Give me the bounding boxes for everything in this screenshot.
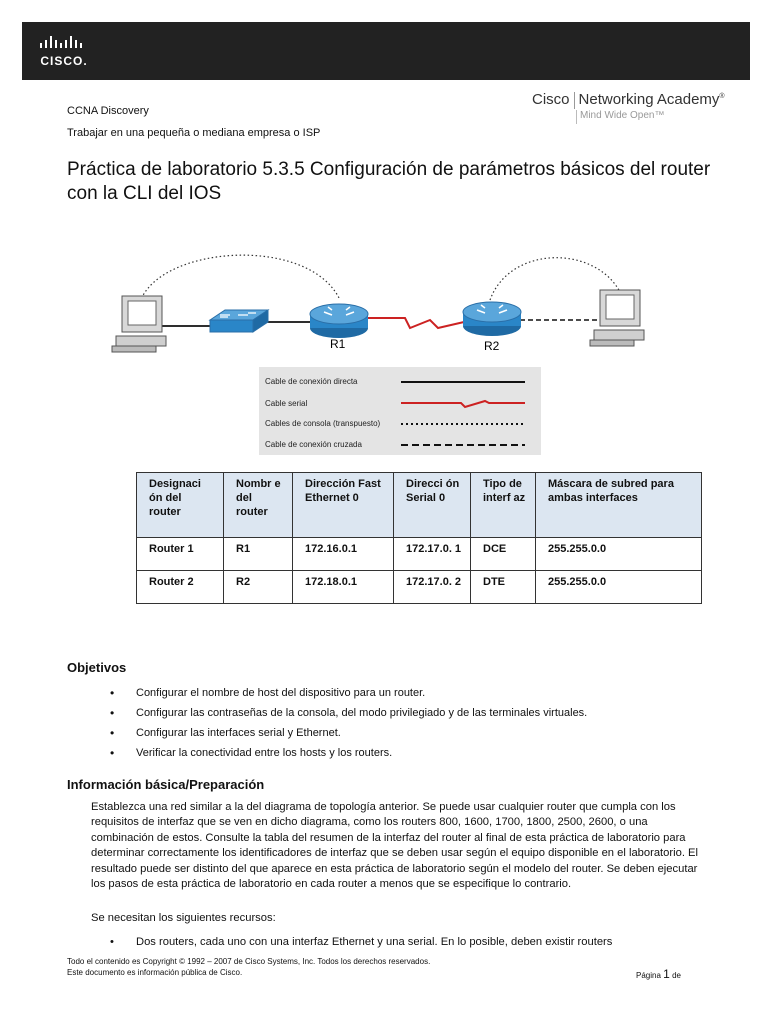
col-subnet-mask: Máscara de subred para ambas interfaces: [536, 473, 702, 538]
page-number: Página 1 de: [636, 967, 681, 981]
switch-icon: [210, 310, 268, 332]
col-serial: Direcci ón Serial 0: [394, 473, 471, 538]
console-cable-r1: [140, 255, 340, 302]
pc1-icon: [112, 296, 166, 352]
logo-word: CISCO.: [40, 54, 88, 68]
cell: 172.17.0. 1: [394, 538, 471, 571]
objectives-heading: Objetivos: [67, 660, 127, 675]
table-header-row: [137, 473, 702, 538]
list-item: • Configurar las interfaces serial y Ethernet.: [110, 723, 587, 743]
legend-crossover: Cable de conexión cruzada: [265, 440, 362, 449]
cell: 172.17.0. 2: [394, 571, 471, 604]
cell: DCE: [471, 538, 536, 571]
academy-brand: Cisco Networking Academy®: [532, 91, 725, 108]
col-fast-ethernet: Dirección Fast Ethernet 0: [293, 473, 394, 538]
copyright-text: Todo el contenido es Copyright © 1992 – 2007 de Cisco Systems, Inc. Todos los derechos reservados.: [67, 957, 431, 966]
r2-label: R2: [484, 339, 500, 353]
legend-console-line: [401, 419, 525, 429]
networking-academy-logo: [532, 91, 725, 121]
cell: 172.18.0.1: [293, 571, 394, 604]
list-item: • Verificar la conectividad entre los hosts y los routers.: [110, 743, 587, 763]
cell: 255.255.0.0: [536, 571, 702, 604]
table-row: [137, 571, 702, 604]
list-item: • Configurar el nombre de host del dispositivo para un router.: [110, 683, 587, 703]
table-row: [137, 538, 702, 571]
col-router-name: Nombr e del router: [224, 473, 293, 538]
cisco-banner: [22, 22, 750, 80]
cell: R2: [224, 571, 293, 604]
objectives-list: [110, 683, 587, 763]
cell: Router 1: [137, 538, 224, 571]
footer: [67, 956, 430, 978]
legend-straight-line: [401, 377, 525, 387]
pc2-icon: [590, 290, 644, 346]
course-subtitle: Trabajar en una pequeña o mediana empresa o ISP: [67, 127, 321, 139]
col-interface-type: Tipo de interf az: [471, 473, 536, 538]
background-paragraph: Establezca una red similar a la del diagrama de topología anterior. Se puede usar cualquier router que cumpla con los requisitos de interfaz que se ven en dicho diagrama, como los routers 800, 1600, 1700, 1800, 2500, 2600, o una combinación de estos. Consulte la tabla del resumen de la interfaz del router al final de esta práctica de laboratorio para determinar correctamente los identificadores de interfaz que se deben usar según el equipo disponible en el laboratorio. El resultado puede ser distinto del que aparece en esta práctica de laboratorio según el modelo del router. Se deben ejecutar los pasos de esta práctica de laboratorio en cada router a menos que se especifique lo contrario.: [91, 801, 698, 891]
cisco-logo: [38, 36, 102, 70]
academy-tagline: Mind Wide Open™: [580, 109, 665, 121]
legend-serial: Cable serial: [265, 399, 308, 408]
router-r1-icon: [310, 304, 368, 338]
cell: R1: [224, 538, 293, 571]
cisco-bridge-icon: [38, 36, 90, 52]
legend-console: Cables de consola (transpuesto): [265, 419, 381, 428]
col-designation: Designaci ón del router: [137, 473, 224, 538]
public-info-text: Este documento es información pública de Cisco.: [67, 968, 243, 977]
list-item: • Configurar las contraseñas de la consola, del modo privilegiado y de las terminales virtuales.: [110, 703, 587, 723]
cell: 255.255.0.0: [536, 538, 702, 571]
cell: Router 2: [137, 571, 224, 604]
legend-straight: Cable de conexión directa: [265, 377, 358, 386]
legend-serial-line: [401, 397, 525, 409]
cell: 172.16.0.1: [293, 538, 394, 571]
course-name: CCNA Discovery: [67, 105, 149, 117]
interface-table: [136, 472, 702, 604]
topology-diagram: [100, 240, 680, 360]
resources-intro: Se necesitan los siguientes recursos:: [91, 912, 276, 924]
cell: DTE: [471, 571, 536, 604]
router-r2-icon: [463, 302, 521, 336]
background-heading: Información básica/Preparación: [67, 777, 265, 792]
cable-legend: [259, 367, 541, 455]
legend-crossover-line: [401, 440, 525, 450]
course-header: [67, 100, 320, 144]
serial-cable: [368, 318, 464, 328]
resource-item: • Dos routers, cada uno con una interfaz Ethernet y una serial. En lo posible, deben existir routers: [110, 936, 613, 948]
r1-label: R1: [330, 337, 346, 351]
page-title: Práctica de laboratorio 5.3.5 Configuración de parámetros básicos del router con la CLI del IOS: [67, 159, 711, 204]
